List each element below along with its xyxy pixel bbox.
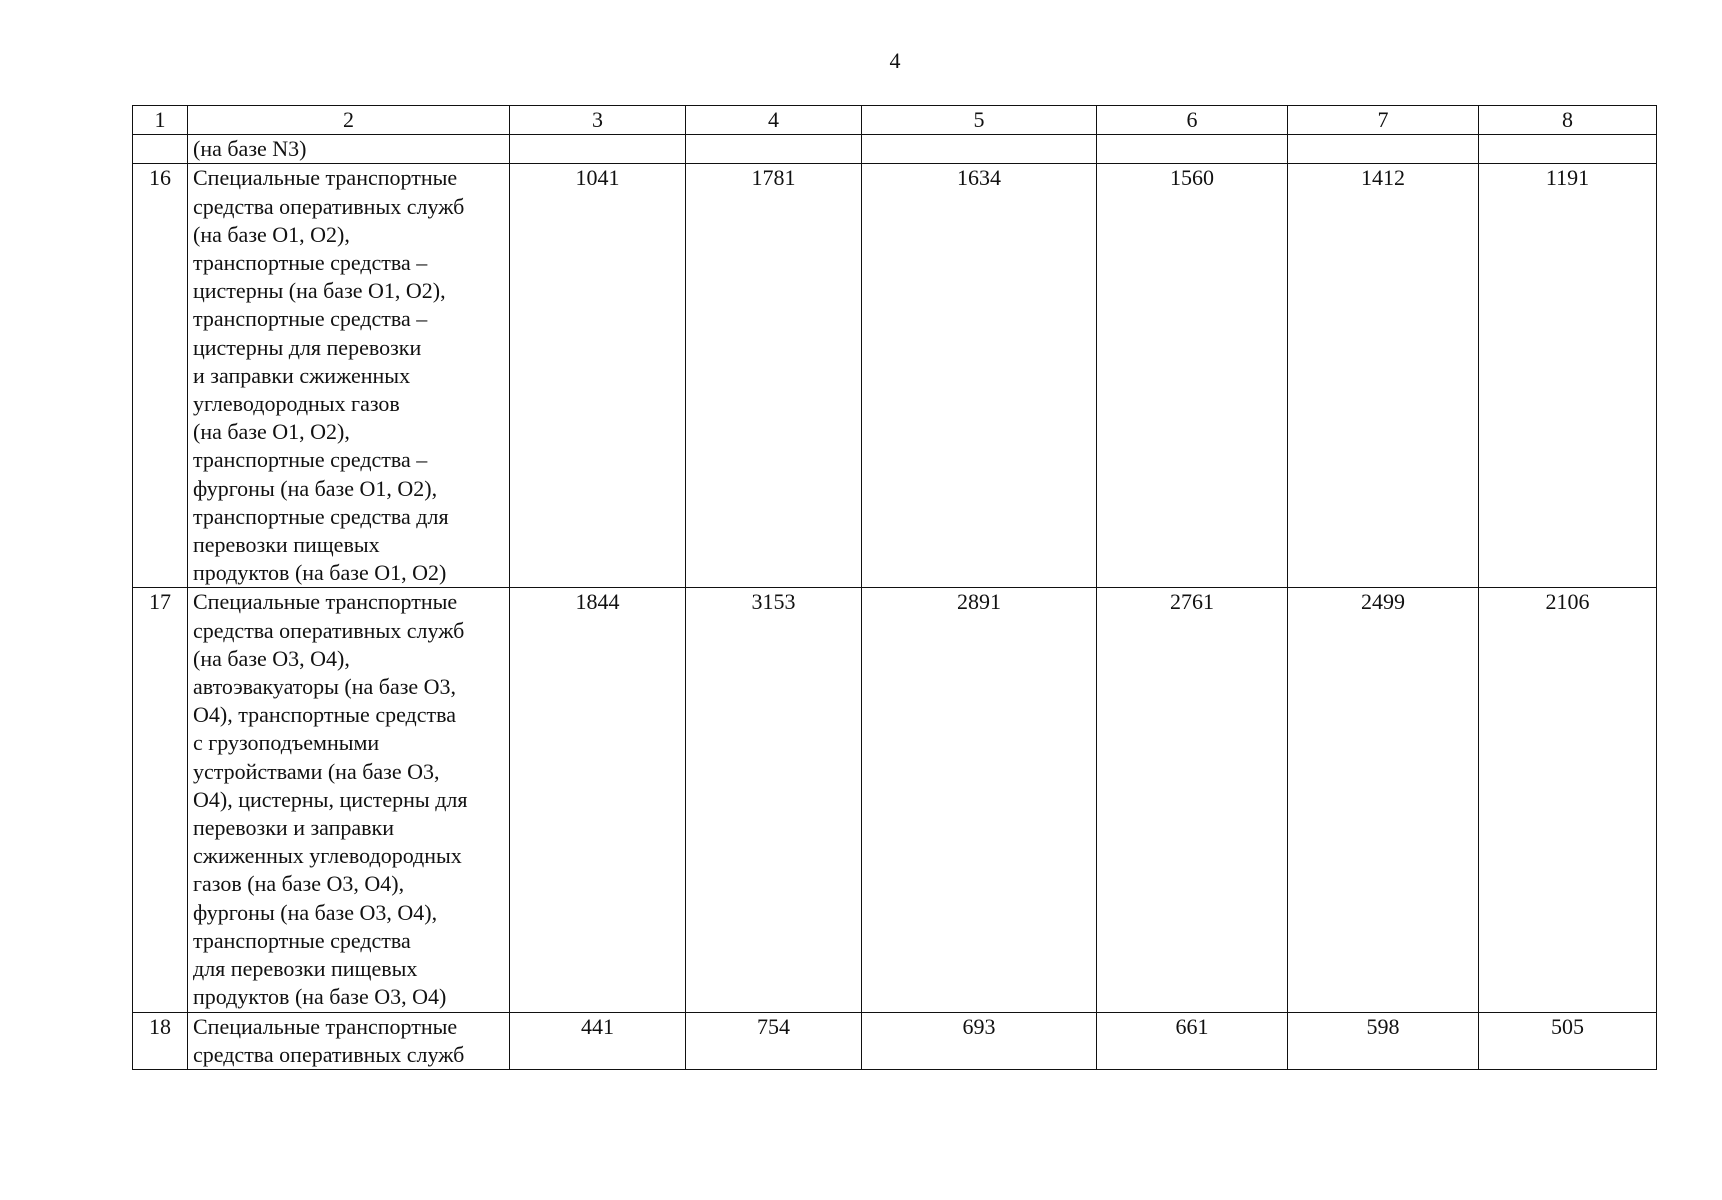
column-header: 4 (686, 106, 862, 135)
value-cell: 2106 (1479, 588, 1657, 1012)
value-cell: 1634 (862, 164, 1097, 588)
row-number: 18 (133, 1012, 188, 1069)
value-cell (862, 135, 1097, 164)
value-cell: 1844 (510, 588, 686, 1012)
value-cell (1479, 135, 1657, 164)
value-cell: 1412 (1288, 164, 1479, 588)
column-header: 2 (188, 106, 510, 135)
table-row (133, 588, 1657, 1012)
value-cell: 754 (686, 1012, 862, 1069)
table-row (133, 1012, 1657, 1069)
column-header: 1 (133, 106, 188, 135)
column-header: 3 (510, 106, 686, 135)
column-header: 7 (1288, 106, 1479, 135)
row-description: Специальные транспортные средства оперативных служб (188, 1012, 510, 1069)
row-description: Специальные транспортные средства оперативных служб (на базе O1, O2), транспортные средства – цистерны (на базе O1, O2), транспортные средства – цистерны для перевозки и заправки сжиженных углеводородных газов (на базе O1, O2), транспортные средства – фургоны (на базе O1, O2), транспортные средства для перевозки пищевых продуктов (на базе O1, O2) (188, 164, 510, 588)
column-number-row (133, 106, 1657, 135)
value-cell: 505 (1479, 1012, 1657, 1069)
table-row (133, 164, 1657, 588)
row-number: 17 (133, 588, 188, 1012)
value-cell: 3153 (686, 588, 862, 1012)
value-cell (1097, 135, 1288, 164)
value-cell: 1781 (686, 164, 862, 588)
value-cell (510, 135, 686, 164)
row-number (133, 135, 188, 164)
column-header: 5 (862, 106, 1097, 135)
value-cell: 1041 (510, 164, 686, 588)
value-cell: 693 (862, 1012, 1097, 1069)
column-header: 8 (1479, 106, 1657, 135)
column-header: 6 (1097, 106, 1288, 135)
table-row (133, 135, 1657, 164)
value-cell: 1560 (1097, 164, 1288, 588)
value-cell: 441 (510, 1012, 686, 1069)
row-number: 16 (133, 164, 188, 588)
value-cell: 2499 (1288, 588, 1479, 1012)
value-cell: 2761 (1097, 588, 1288, 1012)
value-cell: 1191 (1479, 164, 1657, 588)
tariff-table (132, 105, 1657, 1070)
page-number: 4 (889, 48, 901, 73)
value-cell: 661 (1097, 1012, 1288, 1069)
row-description: Специальные транспортные средства оперативных служб (на базе O3, O4), автоэвакуаторы (на базе O3, O4), транспортные средства с грузоподъемными устройствами (на базе O3, O4), цистерны, цистерны для перевозки и заправки сжиженных углеводородных газов (на базе O3, O4), фургоны (на базе O3, O4), транспортные средства для перевозки пищевых продуктов (на базе O3, O4) (188, 588, 510, 1012)
value-cell: 2891 (862, 588, 1097, 1012)
value-cell (1288, 135, 1479, 164)
row-description: (на базе N3) (188, 135, 510, 164)
value-cell: 598 (1288, 1012, 1479, 1069)
value-cell (686, 135, 862, 164)
